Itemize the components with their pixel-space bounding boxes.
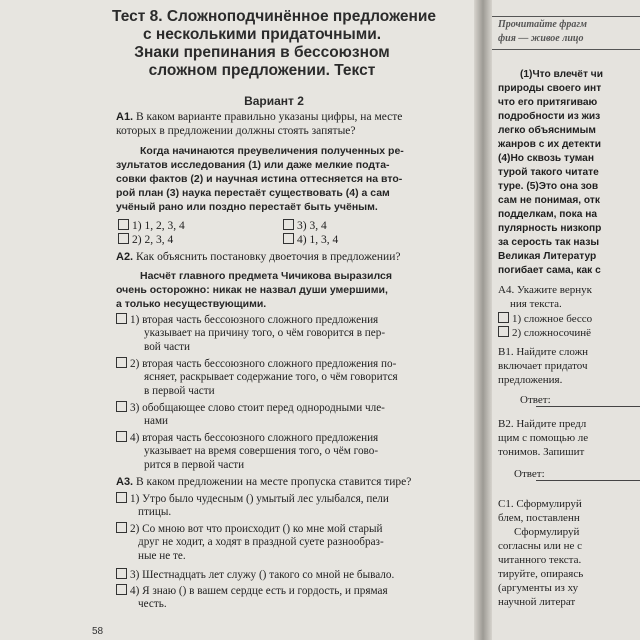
checkbox[interactable]: [116, 313, 127, 324]
option-label: 2) 2, 3, 4: [132, 234, 174, 246]
passage-line: Великая Литератур: [498, 251, 597, 262]
option-label: 3) 3, 4: [297, 220, 327, 232]
option-continuation: друг не ходит, а ходят в праздной суете разнообраз-: [138, 536, 384, 548]
test-title: [112, 8, 436, 80]
title-line: Тест 8. Сложноподчинённое предложение: [112, 8, 436, 25]
c1-question-line: научной литерат: [498, 596, 576, 608]
a3-number: А3.: [116, 476, 134, 488]
title-line: сложном предложении. Текст: [148, 62, 376, 79]
checkbox[interactable]: [498, 312, 509, 323]
a2-option-4[interactable]: [116, 431, 378, 444]
option-label: 1) сложное бессо: [512, 313, 593, 325]
a1-option-3[interactable]: [283, 219, 327, 232]
passage-line: подробности из жиз: [498, 111, 601, 122]
checkbox[interactable]: [116, 357, 127, 368]
a3-option-3[interactable]: [116, 568, 394, 581]
a2-number: А2.: [116, 251, 134, 263]
option-continuation: птицы.: [138, 506, 172, 518]
a2-question: [116, 251, 400, 263]
checkbox[interactable]: [118, 233, 129, 244]
checkbox[interactable]: [118, 219, 129, 230]
c1-question-line: Сформулируй: [514, 526, 580, 538]
passage-line: (1)Что влечёт чи: [520, 69, 603, 80]
passage-line: за серость так назы: [498, 237, 600, 248]
option-label: 4) Я знаю () в вашем сердце есть и гордость, и прямая: [130, 585, 388, 597]
option-label: 2) сложносочинё: [512, 327, 592, 339]
title-line: Знаки препинания в бессоюзном: [134, 44, 390, 61]
passage-line: сам не понимая, отк: [498, 195, 600, 206]
b1-question-line: В1. Найдите сложн: [498, 346, 589, 358]
answer-label: Ответ:: [514, 468, 545, 480]
option-continuation: ные не те.: [138, 550, 186, 562]
a1-question-line: В каком варианте правильно указаны цифры, на месте: [136, 111, 403, 123]
right-page: [492, 0, 640, 640]
option-label: 3) Шестнадцать лет служу () такого со мной не бывало.: [130, 569, 395, 581]
option-continuation: указывает на причину того, о чём говорится в пер-: [144, 327, 386, 339]
passage-line: (4)Но сквозь туман: [498, 153, 594, 164]
passage-line: природы своего инт: [498, 83, 602, 94]
b1-question-line: включает придаточ: [498, 360, 588, 372]
passage-line: легко объяснимым: [498, 125, 596, 136]
answer-field[interactable]: [536, 406, 640, 407]
passage-line: подделкам, пока на: [498, 209, 598, 220]
checkbox[interactable]: [283, 219, 294, 230]
option-label: 4) 1, 3, 4: [297, 234, 339, 246]
a3-question: [116, 476, 411, 488]
a1-passage-line: зультатов исследования (1) или даже мелкие подта-: [116, 159, 390, 171]
a1-passage-line: учёный рано или поздно перестаёт быть учёным.: [116, 201, 378, 213]
c1-question-line: блем, поставленн: [498, 512, 580, 524]
option-label: 3) обобщающее слово стоит перед однородными чле-: [130, 402, 385, 414]
option-label: 1) 1, 2, 3, 4: [132, 220, 185, 232]
option-label: 2) Со мною вот что происходит () ко мне мой старый: [130, 523, 383, 535]
page-number: 58: [92, 626, 104, 637]
book-gutter: [474, 0, 492, 640]
option-continuation: вой части: [144, 341, 191, 353]
checkbox[interactable]: [116, 401, 127, 412]
a4-question-line: А4. Укажите вернук: [498, 284, 592, 296]
passage-line: погибает сама, как с: [498, 265, 601, 276]
checkbox[interactable]: [116, 492, 127, 503]
c1-question-line: согласны или не с: [498, 540, 583, 552]
option-continuation: честь.: [138, 598, 167, 610]
title-line: с несколькими придаточными.: [142, 26, 382, 43]
a1-passage-line: Когда начинаются преувеличения полученных ре-: [140, 145, 404, 157]
checkbox[interactable]: [116, 568, 127, 579]
variant-heading: Вариант 2: [244, 94, 304, 108]
passage-line: что его притягиваю: [498, 97, 598, 108]
a2-question-text: Как объяснить постановку двоеточия в предложении?: [136, 251, 401, 263]
a4-option-2[interactable]: [498, 326, 591, 339]
a4-option-1[interactable]: [498, 312, 592, 325]
checkbox[interactable]: [116, 522, 127, 533]
option-continuation: ясняет, раскрывает содержание того, о чём говорится: [144, 371, 398, 383]
passage-line: туре. (5)Это она зов: [498, 181, 599, 192]
passage-line: пулярность низкопр: [498, 223, 602, 234]
a2-passage-line: Насчёт главного предмета Чичикова выразился: [140, 270, 392, 282]
c1-question-line: С1. Сформулируй: [498, 498, 582, 510]
a4-question-line: ния текста.: [510, 298, 562, 310]
a1-option-1[interactable]: [118, 219, 185, 232]
checkbox[interactable]: [116, 584, 127, 595]
a2-passage-line: очень осторожно: никак не назвал души умершими,: [116, 284, 388, 296]
b2-question-line: В2. Найдите предл: [498, 418, 587, 430]
option-continuation: указывает на время совершения того, о чём гово-: [144, 445, 379, 457]
instruction-header: [492, 16, 640, 50]
a2-option-2[interactable]: [116, 357, 396, 370]
checkbox[interactable]: [498, 326, 509, 337]
option-label: 1) Утро было чудесным () умытый лес улыбался, пели: [130, 493, 389, 505]
option-label: 4) вторая часть бессоюзного сложного предложения: [130, 432, 379, 444]
a1-number: А1.: [116, 111, 134, 123]
option-label: 1) вторая часть бессоюзного сложного предложения: [130, 314, 379, 326]
b1-question-line: предложения.: [498, 374, 563, 386]
option-continuation: нами: [144, 415, 169, 427]
a3-option-1[interactable]: [116, 492, 389, 505]
b2-question-line: тонимов. Запишит: [498, 446, 585, 458]
a3-option-4[interactable]: [116, 584, 388, 597]
a3-question-text: В каком предложении на месте пропуска ставится тире?: [136, 476, 412, 488]
option-continuation: рится в первой части: [144, 459, 245, 471]
checkbox[interactable]: [283, 233, 294, 244]
a1-question-line: которых в предложении должны стоять запятые?: [116, 125, 356, 137]
a2-option-3[interactable]: [116, 401, 385, 414]
c1-question-line: (аргументы из ху: [498, 582, 579, 594]
a2-passage-line: а только несуществующими.: [116, 298, 267, 310]
a1-option-4[interactable]: [283, 233, 338, 246]
a1-option-2[interactable]: [118, 233, 173, 246]
option-label: 2) вторая часть бессоюзного сложного предложения по-: [130, 358, 397, 370]
b2-question-line: щим с помощью ле: [498, 432, 589, 444]
passage-line: турой такого читате: [498, 167, 599, 178]
a1-question: [116, 111, 402, 123]
a2-option-1[interactable]: [116, 313, 378, 326]
header-line: Прочитайте фрагм: [498, 19, 587, 30]
c1-question-line: читанного текста.: [498, 554, 582, 566]
header-line: фия — живое лицо: [498, 33, 584, 44]
option-continuation: в первой части: [144, 385, 215, 397]
c1-question-line: тируйте, опираясь: [498, 568, 584, 580]
answer-label: Ответ:: [520, 394, 551, 406]
a3-option-2[interactable]: [116, 522, 383, 535]
passage-line: жанров с их детекти: [498, 139, 601, 150]
checkbox[interactable]: [116, 431, 127, 442]
answer-field[interactable]: [536, 480, 640, 481]
a1-passage-line: рой план (3) наука перестаёт существовать (4) а сам: [116, 187, 390, 199]
a1-passage-line: совки фактов (2) и научная истина оттесняется на вто-: [116, 173, 403, 185]
